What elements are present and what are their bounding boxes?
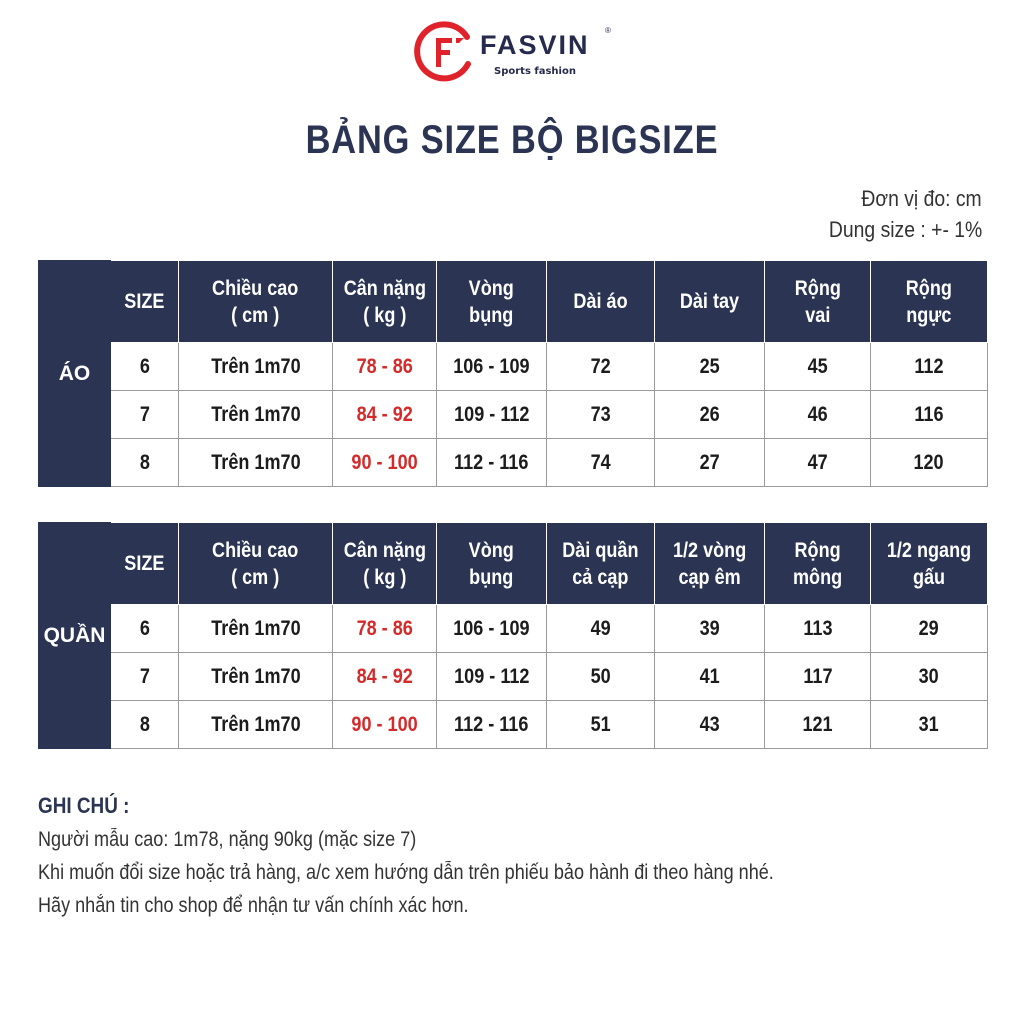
column-header-text: Vòng bụng	[468, 538, 515, 589]
column-header	[655, 261, 765, 343]
cell-value: 90 - 100	[351, 712, 418, 736]
table-row	[39, 701, 988, 749]
table-cell	[111, 391, 179, 439]
table-row	[39, 439, 988, 487]
column-header-text: Rộng vai	[794, 276, 841, 327]
table-cell	[111, 439, 179, 487]
table-cell	[437, 653, 547, 701]
table-cell	[765, 343, 871, 391]
table-cell	[871, 343, 988, 391]
table-cell	[111, 605, 179, 653]
table-cell	[655, 391, 765, 439]
table-cell	[111, 343, 179, 391]
table-cell	[333, 391, 437, 439]
column-header	[547, 261, 655, 343]
column-header	[333, 261, 437, 343]
cell-value: Trên 1m70	[210, 402, 301, 426]
column-header-text: Dài tay	[679, 290, 740, 313]
cell-value: 74	[590, 450, 611, 474]
column-header	[333, 523, 437, 605]
table-cell	[111, 653, 179, 701]
cell-value: 121	[802, 712, 833, 736]
column-header	[111, 523, 179, 605]
column-header	[437, 261, 547, 343]
table-cell	[437, 343, 547, 391]
table-cell	[871, 391, 988, 439]
table-cell	[547, 605, 655, 653]
column-header-text: 1/2 ngang gấu	[886, 538, 972, 589]
table-cell	[655, 701, 765, 749]
cell-value: 109 - 112	[453, 664, 530, 688]
fasvin-logo-icon	[412, 20, 476, 84]
cell-value: 120	[913, 450, 945, 474]
table-cell	[765, 439, 871, 487]
brand-name: FASVIN	[480, 30, 590, 60]
cell-value: 49	[590, 616, 611, 640]
table-cell	[547, 391, 655, 439]
note-line: Người mẫu cao: 1m78, nặng 90kg (mặc size 7)	[38, 828, 417, 851]
table-cell	[437, 605, 547, 653]
column-header-text: Cân nặng ( kg )	[343, 276, 426, 327]
column-header-text: Dài áo	[573, 290, 628, 313]
table-cell	[111, 701, 179, 749]
cell-value: 72	[590, 354, 611, 378]
table-cell	[547, 701, 655, 749]
table-cell	[437, 439, 547, 487]
cell-value: 112 - 116	[454, 450, 529, 474]
column-header	[655, 523, 765, 605]
column-header-text: Cân nặng ( kg )	[343, 538, 426, 589]
column-header	[871, 261, 988, 343]
page-title: BẢNG SIZE BỘ BIGSIZE	[305, 118, 719, 162]
table-cell	[333, 605, 437, 653]
cell-value: 39	[699, 616, 720, 640]
table-cell	[655, 605, 765, 653]
cell-value: 7	[139, 402, 150, 426]
notes-title: GHI CHÚ :	[38, 793, 130, 818]
table-cell	[333, 653, 437, 701]
cell-value: 31	[918, 712, 940, 736]
table-cell	[871, 701, 988, 749]
column-header	[547, 523, 655, 605]
cell-value: 47	[807, 450, 828, 474]
column-header-text: 1/2 vòng cạp êm	[672, 538, 747, 589]
table-row	[39, 343, 988, 391]
table-row	[39, 605, 988, 653]
table-cell	[655, 343, 765, 391]
cell-value: 29	[918, 616, 940, 640]
column-header	[179, 523, 333, 605]
cell-value: 25	[699, 354, 720, 378]
column-header	[871, 523, 988, 605]
cell-value: 109 - 112	[453, 402, 530, 426]
cell-value: 41	[699, 664, 720, 688]
tolerance-note: Dung size : +- 1%	[828, 217, 982, 242]
column-header	[765, 523, 871, 605]
cell-value: 27	[699, 450, 720, 474]
cell-value: 8	[139, 712, 150, 736]
table-cell	[547, 343, 655, 391]
table-cell	[179, 391, 333, 439]
group-label: ÁO	[39, 261, 111, 487]
table-cell	[871, 439, 988, 487]
cell-value: Trên 1m70	[210, 664, 301, 688]
cell-value: 6	[139, 616, 150, 640]
table-cell	[179, 653, 333, 701]
column-header-text: Vòng bụng	[468, 276, 515, 327]
column-header-text: SIZE	[124, 290, 165, 313]
table-cell	[765, 605, 871, 653]
column-header-text: Chiều cao ( cm )	[212, 276, 299, 327]
cell-value: 8	[139, 450, 150, 474]
column-header-text: SIZE	[124, 552, 165, 575]
cell-value: 117	[802, 664, 833, 688]
brand-tagline: Sports fashion	[494, 66, 576, 77]
cell-value: Trên 1m70	[210, 712, 301, 736]
table-cell	[765, 391, 871, 439]
cell-value: 78 - 86	[356, 354, 413, 378]
registered-mark: ®	[605, 26, 611, 35]
column-header-text: Rộng mông	[792, 538, 843, 589]
table-cell	[437, 391, 547, 439]
table-cell	[179, 605, 333, 653]
table-row	[39, 391, 988, 439]
table-cell	[179, 439, 333, 487]
cell-value: 90 - 100	[351, 450, 418, 474]
note-line: Khi muốn đổi size hoặc trả hàng, a/c xem hướng dẫn trên phiếu bảo hành đi theo hàng nhé.	[38, 861, 774, 884]
cell-value: 84 - 92	[356, 402, 413, 426]
table-cell	[333, 343, 437, 391]
table-cell	[655, 653, 765, 701]
cell-value: Trên 1m70	[210, 450, 301, 474]
cell-value: 45	[807, 354, 828, 378]
cell-value: 50	[590, 664, 611, 688]
table-row	[39, 653, 988, 701]
cell-value: 84 - 92	[356, 664, 413, 688]
cell-value: 106 - 109	[453, 354, 530, 378]
cell-value: 78 - 86	[356, 616, 413, 640]
column-header-text: Dài quần cả cạp	[562, 538, 639, 589]
table-cell	[765, 653, 871, 701]
cell-value: 43	[699, 712, 720, 736]
table-cell	[333, 439, 437, 487]
table-cell	[871, 653, 988, 701]
cell-value: 7	[139, 664, 150, 688]
table-cell	[437, 701, 547, 749]
pants-size-table	[38, 522, 988, 749]
cell-value: 46	[807, 402, 828, 426]
shirt-size-table	[38, 260, 988, 487]
note-line: Hãy nhắn tin cho shop để nhận tư vấn chính xác hơn.	[38, 894, 469, 917]
cell-value: 112 - 116	[454, 712, 529, 736]
column-header	[437, 523, 547, 605]
column-header-text: Rộng ngực	[905, 276, 953, 327]
column-header	[765, 261, 871, 343]
unit-note: Đơn vị đo: cm	[861, 186, 982, 211]
column-header	[179, 261, 333, 343]
cell-value: 116	[914, 402, 944, 426]
header-row	[39, 523, 988, 605]
table-cell	[547, 653, 655, 701]
table-cell	[765, 701, 871, 749]
cell-value: 113	[802, 616, 833, 640]
cell-value: 73	[590, 402, 611, 426]
table-cell	[871, 605, 988, 653]
table-cell	[655, 439, 765, 487]
brand-logo	[412, 20, 622, 90]
notes-section	[38, 793, 894, 918]
cell-value: 30	[918, 664, 940, 688]
cell-value: 51	[590, 712, 611, 736]
cell-value: Trên 1m70	[210, 616, 301, 640]
cell-value: 6	[139, 354, 150, 378]
cell-value: 112	[914, 354, 944, 378]
group-label: QUẦN	[39, 523, 111, 749]
header-row	[39, 261, 988, 343]
column-header-text: Chiều cao ( cm )	[212, 538, 299, 589]
table-cell	[179, 701, 333, 749]
cell-value: Trên 1m70	[210, 354, 301, 378]
cell-value: 26	[699, 402, 720, 426]
table-cell	[333, 701, 437, 749]
table-cell	[179, 343, 333, 391]
table-cell	[547, 439, 655, 487]
cell-value: 106 - 109	[453, 616, 530, 640]
column-header	[111, 261, 179, 343]
